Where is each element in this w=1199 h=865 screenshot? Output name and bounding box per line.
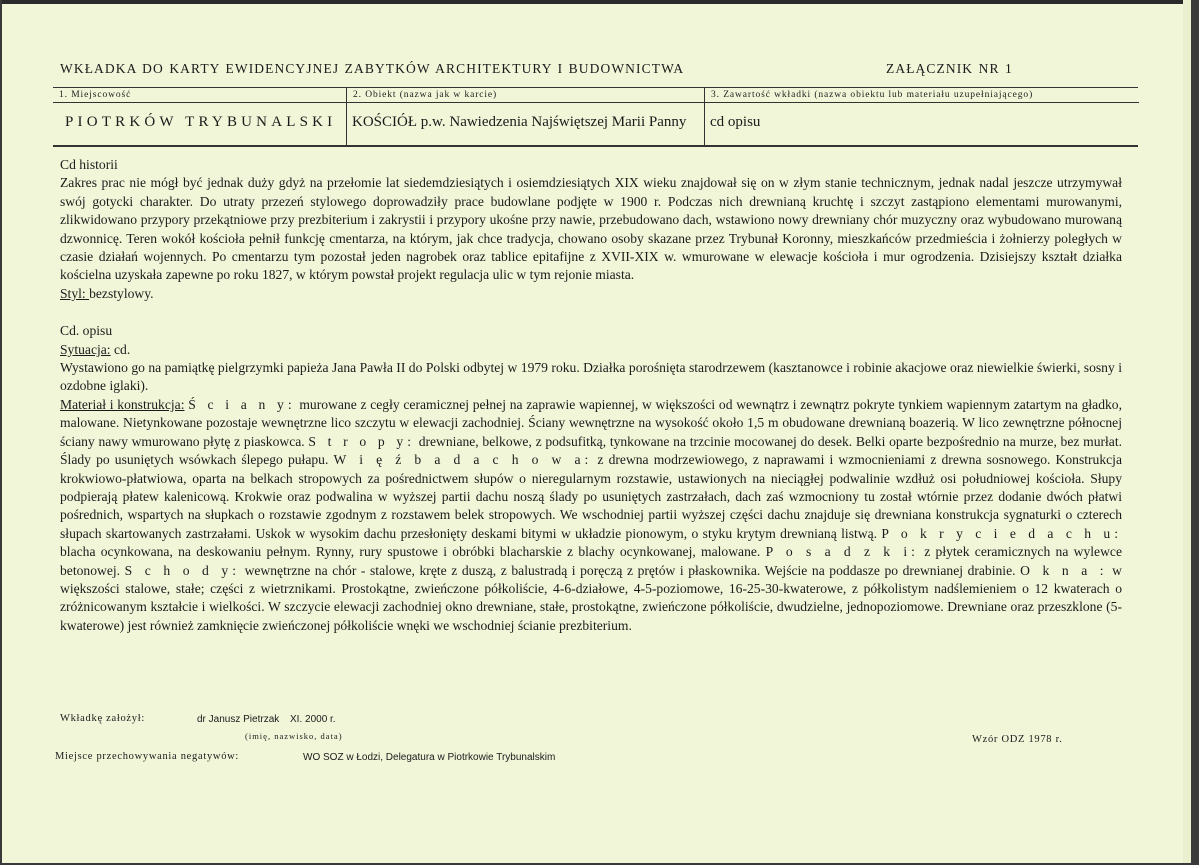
situation-label: Sytuacja: [60, 341, 111, 357]
truss-text: z drewna modrzewiowego, z naprawami i wzmocnieniami z drewna sosnowego. Konstrukcja krokwiowo-płatwiowa, oparta na belkach stropowych za pośrednictwem słupów o nieregularnym rozstawie, ustawionych na nieciągłej podwalinie wzdłuż osi południowej kościoła. Słupy podpierają płatew kalenicową. Krokwie oraz podwalina w wyższej partii dachu noszą ślady po usuniętych zastrzałach, dach zaś wzmocniony tu został wtórnie przez dodanie dwóch płatwi pośrednich, wspartych na słupkach o rozstawie zgodnym z rozstawem belek stropowych. We wschodniej partii wyższej części dachu znajduje się drewniana konstrukcja sygnaturki o czterech słupach skartowanych zastrzałami. Uskok w wysokim dachu przesłonięty deskami bitymi w układzie pionowym, o styku krytym drewnianą listwą. [60, 452, 1122, 541]
style-value: bezstylowy. [89, 285, 154, 301]
prepared-label: Wkładkę założył: [60, 713, 145, 724]
annex-number: ZAŁĄCZNIK NR 1 [886, 61, 1013, 76]
windows-label: O k n a : [1020, 562, 1108, 578]
walls-text: murowane z cegły ceramicznej pełnej na zaprawie wapiennej, w większości od wewnątrz i zewnątrz pokryte tynkiem wapiennym zatartym na gładko, malowane. Nietynkowane pozostaje wewnętrzne lico szczytu w elewacji zachodniej. Ściany wewnętrzne na wysokość około 1,5 m obudowane drewnianą boazerią. W lico zewnętrzne północnej ściany nawy wmurowano płytę z piaskowca. [60, 396, 1122, 449]
prepared-date: XI. 2000 r. [290, 714, 336, 725]
style-line [60, 285, 1122, 303]
scan-border-top [0, 0, 1199, 4]
field-label: 1. Miejscowość [59, 90, 132, 100]
situation-line [60, 341, 1122, 359]
style-label: Styl: [60, 285, 90, 301]
template-number: Wzór ODZ 1978 r. [972, 734, 1063, 745]
field-value: PIOTRKÓW TRYBUNALSKI [65, 114, 337, 130]
form-header [60, 61, 1140, 77]
floors-text: z płytek ceramicznych na wylewce betonowej. [60, 544, 1122, 578]
roof-label: P o k r y c i e d a c h u: [881, 525, 1122, 541]
truss-label: W i ę ź b a d a c h o w a: [333, 452, 593, 468]
roof-text: blacha ocynkowana, na deskowaniu pełnym. Rynny, rury spustowe i obróbki blacharskie z blachy ocynkowanej, malowane. [60, 544, 766, 560]
material-label: Materiał i konstrukcja: [60, 396, 185, 412]
stairs-label: S c h o d y: [124, 562, 240, 578]
record-fields [53, 87, 1138, 147]
description-heading: Cd. opisu [60, 323, 113, 339]
field-contents [704, 88, 1139, 145]
history-heading: Cd historii [60, 157, 118, 172]
field-value: cd opisu [710, 114, 761, 130]
prepared-hint: (imię, nazwisko, data) [245, 731, 343, 741]
floors-label: P o s a d z k i: [765, 544, 919, 560]
field-label: 2. Obiekt (nazwa jak w karcie) [353, 90, 498, 100]
scan-border-right [1191, 0, 1199, 865]
windows-text: w większości stalowe, stałe; części z wietrznikami. Prostokątne, zwieńczone półkoliście, 4-6-działowe, 4-5-poziomowe, 16-25-30-kwaterowe, z półkolistym nadślemieniem o 12 kwaterach o zróżnicowanym kształcie i wielkości. W szczycie elewacji zachodniej okno drewniane, stałe, prostokątne, zwieńczone półkoliście, dwudzielne, jednopoziomowe. Drewniane oraz przeszklone (5-kwaterowe) jest również zamknięcie zwieńczonej półkoliście wnęki we wschodniej ścianie prezbiterium. [60, 562, 1122, 633]
field-label: 3. Zawartość wkładki (nazwa obiektu lub materiału uzupełniającego) [711, 90, 1034, 100]
situation-text: Wystawiono go na pamiątkę pielgrzymki papieża Jana Pawła II do Polski odbytej w 1979 roku. Działka porośnięta starodrzewem (kasztanowce i robinie akacjowe oraz niewielkie świerki, sosny i ozdobne iglaki). [60, 360, 1122, 394]
field-locality [53, 88, 346, 145]
scan-edge [1183, 0, 1191, 865]
scan-border-left [0, 0, 2, 865]
field-object [346, 88, 705, 145]
field-value: KOŚCIÓŁ p.w. Nawiedzenia Najświętszej Marii Panny [352, 114, 687, 130]
ceilings-text: drewniane, belkowe, z podsufitką, tynkowane na trzcinie mocowanej do desek. Belki oparte bezpośrednio na murze, bez murłat. Ślady po usuniętych wsówkach ślepego pułapu. [60, 433, 1123, 468]
walls-label: Ś c i a n y: [188, 396, 296, 412]
ceilings-label: S t r o p y: [308, 433, 415, 449]
storage-value: WO SOZ w Łodzi, Delegatura w Piotrkowie Trybunalskim [303, 752, 556, 763]
construction-text [60, 396, 1122, 635]
history-text: Zakres prac nie mógł być jednak duży gdyż na przełomie lat siedemdziesiątych i osiemdziesiątych XIX wieku znajdował się on w złym stanie technicznym, jednak nadal jeszcze utrzymywał swój gotycki charakter. Do utraty przezeń stylowego doprowadziły prace budowlane podjęte w 1900 r. Podczas nich drewnianą kruchtę i szczyt zastąpiono elementami murowanymi, zlikwidowano przypory przekątniowe przy prezbiterium i zakrystii i przypory ukośne przy nawie, przebudowano dach, wstawiono nowy drewniany chór muzyczny oraz wybudowano murowaną dzwonnicę. Teren wokół kościoła pełnił funkcję cmentarza, na którym, jak chce tradycja, chowano osoby skazane przez Trybunał Koronny, mieszkańców przedmieścia i żołnierzy poległych w czasie działań wojennych. Po cmentarzu tym pozostał jeden nagrobek oraz tablice epitafijne z XVII-XIX w. wmurowane w elewacje kościoła i mur ogrodzenia. Dzisiejszy kształt działka kościelna uzyskała zapewne po roku 1827, w którym powstał projekt regulacja ulic w tym rejonie miasta. [60, 175, 1122, 283]
situation-value: cd. [110, 341, 131, 357]
stairs-text: wewnętrzne na chór - stalowe, kręte z duszą, z balustradą i poręczą z prętów i płaskownika. Wejście na poddasze po drewnianej drabinie. [240, 562, 1021, 578]
document-body [60, 156, 1122, 635]
prepared-name: dr Janusz Pietrzak [197, 714, 280, 725]
storage-label: Miejsce przechowywania negatywów: [55, 751, 240, 762]
form-title: WKŁADKA DO KARTY EWIDENCYJNEJ ZABYTKÓW ARCHITEKTURY I BUDOWNICTWA [60, 61, 685, 76]
